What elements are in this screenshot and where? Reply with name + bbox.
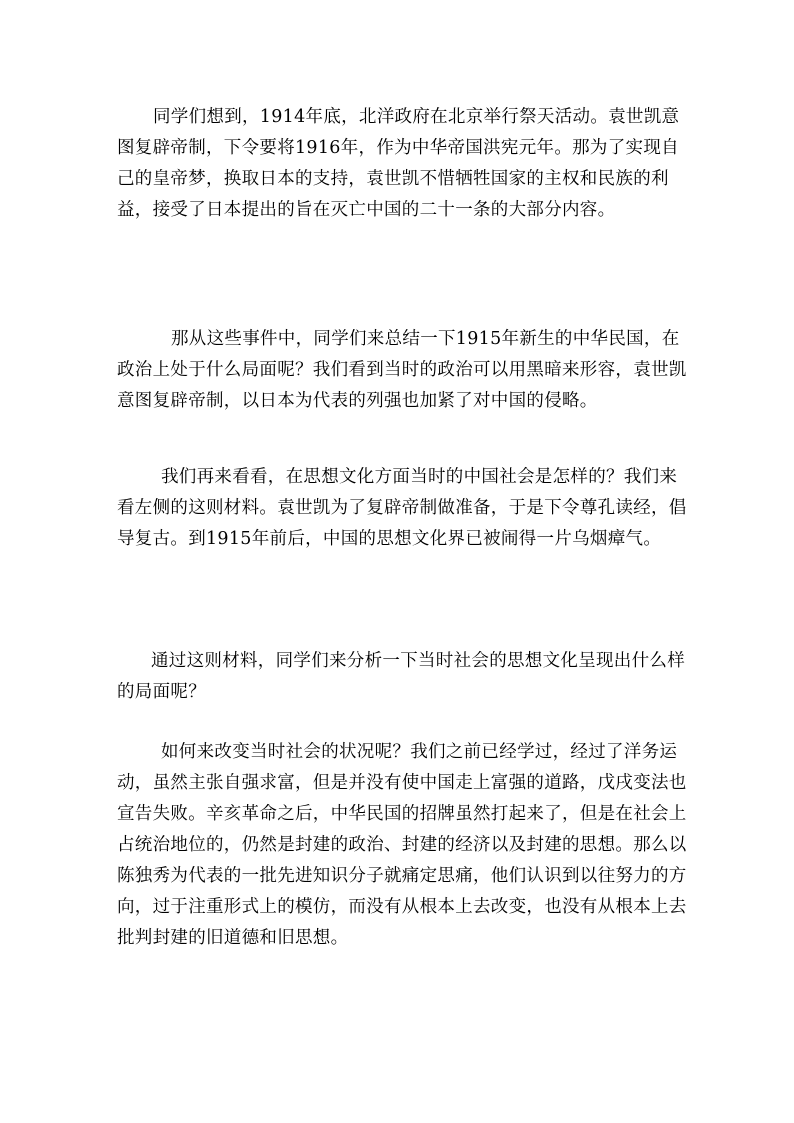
paragraph-5: 如何来改变当时社会的状况呢？我们之前已经学过，经过了洋务运动，虽然主张自强求富，但是并没有使中国走上富强的道路，戊戌变法也宣告失败。辛亥革命之后，中华民国的招牌虽然打起来了，但是在社会上占统治地位的，仍然是封建的政治、封建的经济以及封建的思想。那么以陈独秀为代表的一批先进知识分子就痛定思痛，他们认识到以往努力的方向，过于注重形式上的模仿，而没有从根本上去改变，也没有从根本上去批判封建的旧道德和旧思想。 (117, 742, 687, 948)
paragraph-3: 我们再来看看，在思想文化方面当时的中国社会是怎样的？我们来看左侧的这则材料。袁世凯为了复辟帝制做准备，于是下令尊孔读经，倡导复古。到1915年前后，中国的思想文化界已被闹得一片乌烟瘴气。 (117, 467, 687, 549)
paragraph-1: 同学们想到，1914年底，北洋政府在北京举行祭天活动。袁世凯意图复辟帝制，下令要将1916年，作为中华帝国洪宪元年。那为了实现自己的皇帝梦，换取日本的支持，袁世凯不惜牺牲国家的主权和民族的利益，接受了日本提出的旨在灭亡中国的二十一条的大部分内容。 (117, 107, 680, 220)
paragraph-2: 那从这些事件中，同学们来总结一下1915年新生的中华民国，在政治上处于什么局面呢？我们看到当时的政治可以用黑暗来形容，袁世凯意图复辟帝制，以日本为代表的列强也加紧了对中国的侵略。 (117, 329, 687, 411)
paragraph-4: 通过这则材料，同学们来分析一下当时社会的思想文化呈现出什么样的局面呢？ (117, 651, 685, 702)
